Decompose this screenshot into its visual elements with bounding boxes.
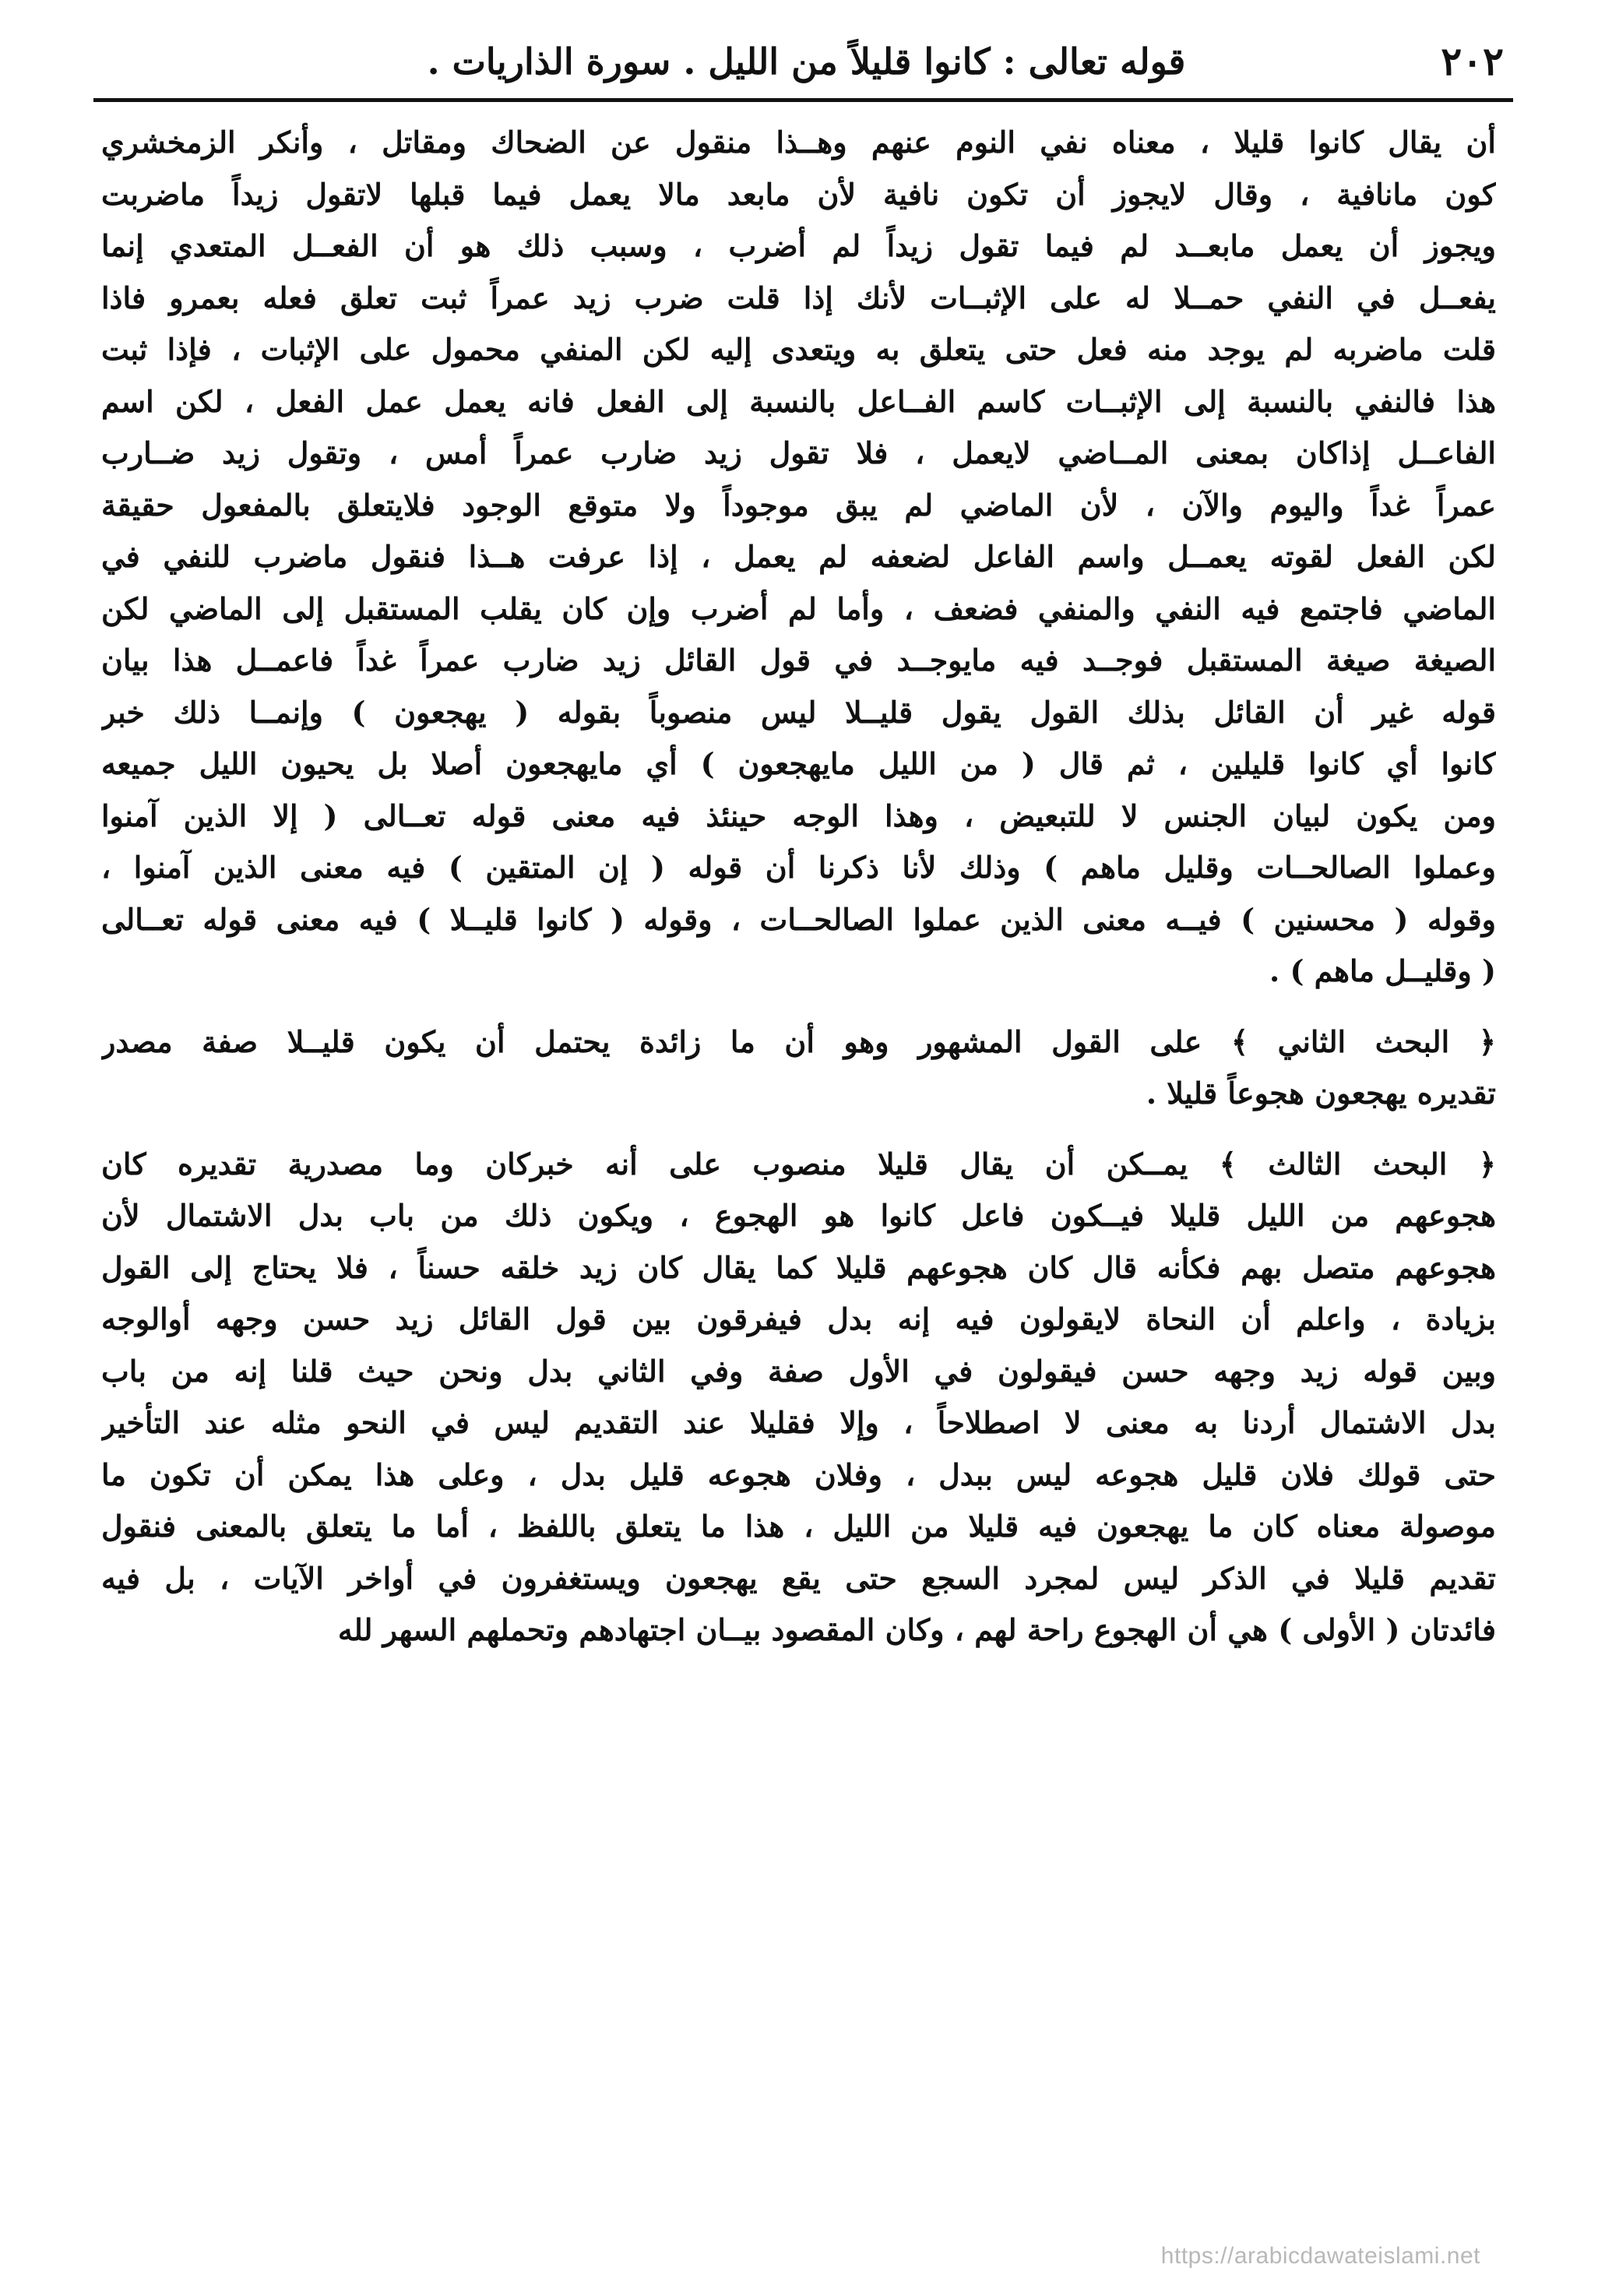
- page-number: ٢٠٢: [1441, 38, 1504, 84]
- text-line: كون مانافية ، وقال لايجوز أن تكون نافية لأن مابعد مالا يعمل فيما قبلها لاتقول زيداً ماضربت: [101, 176, 1496, 212]
- text-line: تقديم قليلا في الذكر ليس لمجرد السجع حتى يقع يهجعون ويستغفرون في أواخر الآيات ، بل فيه: [101, 1560, 1496, 1596]
- text-line: وقوله ( محسنين ) فيــه معنى الذين عملوا الصالحــات ، وقوله ( كانوا قليــلا ) فيه معنى قوله تعــالى: [101, 901, 1496, 937]
- running-title: قوله تعالى : كانوا قليلاً من الليل . سورة الذاريات .: [427, 40, 1186, 83]
- paragraph: [101, 1139, 1496, 1657]
- text-line: أن يقال كانوا قليلا ، معناه نفي النوم عنهم وهــذا منقول عن الضحاك ومقاتل ، وأنكر الزمخشري: [101, 125, 1496, 160]
- text-line: ومن يكون لبيان الجنس لا للتبعيض ، وهذا الوجه حينئذ فيه معنى قوله تعــالى ( إلا الذين آمنوا: [101, 798, 1496, 833]
- text-line: قوله غير أن القائل بذلك القول يقول قليــلا ليس منصوباً بقوله ( يهجعون ) وإنمــا ذلك خبر: [101, 694, 1496, 730]
- text-line: فائدتان ( الأولى ) هي أن الهجوع راحة لهم ، وكان المقصود بيــان اجتهادهم وتحملهم السهر لله: [337, 1612, 1496, 1647]
- text-line: بزيادة ، واعلم أن النحاة لايقولون فيه إنه بدل فيفرقون بين قول القائل زيد حسن وجهه أوالوجه: [101, 1301, 1496, 1336]
- text-line: تقديره يهجعون هجوعاً قليلا .: [1146, 1076, 1496, 1111]
- text-line: ويجوز أن يعمل مابعــد لم فيما تقول زيداً لم أضرب ، وسبب ذلك هو أن الفعــل المتعدي إنما: [101, 228, 1496, 263]
- source-watermark: https://arabicdawateislami.net: [1160, 2243, 1480, 2269]
- document-body: [101, 117, 1496, 1657]
- text-line: هجوعهم من الليل قليلا فيــكون فاعل كانوا هو الهجوع ، ويكون ذلك من باب بدل الاشتمال لأن: [101, 1198, 1496, 1233]
- paragraph-gap: [101, 998, 1496, 1016]
- text-line: لكن الفعل لقوته يعمــل واسم الفاعل لضعفه لم يعمل ، إذا عرفت هــذا فنقول ماضرب للنفي في: [101, 539, 1496, 574]
- paragraph: [101, 117, 1496, 998]
- text-line: الصيغة صيغة المستقبل فوجــد فيه مايوجــد في قول القائل زيد ضارب عمراً غداً فاعمــل هذا بيان: [101, 643, 1496, 678]
- text-line: عمراً غداً واليوم والآن ، لأن الماضي لم يبق موجوداً ولا متوقع الوجود فلايتعلق بالمفعول حقيقة: [101, 487, 1496, 523]
- text-line: هذا فالنفي بالنسبة إلى الإثبــات كاسم الفــاعل بالنسبة إلى الفعل فانه يعمل عمل الفعل ، لكن اسم: [101, 383, 1496, 419]
- text-line: وبين قوله زيد وجهه حسن فيقولون في الأول صفة وفي الثاني بدل ونحن حيث قلنا إنه من باب: [101, 1353, 1496, 1389]
- text-line: ﴿ البحث الثاني ﴾ على القول المشهور وهو أن ما زائدة يحتمل أن يكون قليــلا صفة مصدر: [101, 1023, 1496, 1059]
- text-line: موصولة معناه كان ما يهجعون فيه قليلا من الليل ، هذا ما يتعلق باللفظ ، أما ما يتعلق بالمعنى فنقول: [101, 1509, 1496, 1544]
- text-line: يفعــل في النفي حمــلا له على الإثبــات لأنك إذا قلت ضرب زيد عمراً ثبت تعلق فعله بعمرو فاذا: [101, 280, 1496, 315]
- header-rule: [93, 98, 1513, 102]
- text-line: ( وقليــل ماهم ) .: [1269, 953, 1496, 988]
- text-line: هجوعهم متصل بهم فكأنه قال كان هجوعهم قليلا كما يقال كان زيد خلقه حسناً ، فلا يحتاج إلى القول: [101, 1249, 1496, 1285]
- text-line: حتى قولك فلان قليل هجوعه ليس ببدل ، وفلان هجوعه قليل بدل ، وعلى هذا يمكن أن تكون ما: [101, 1456, 1496, 1492]
- text-line: ﴿ البحث الثالث ﴾ يمــكن أن يقال قليلا منصوب على أنه خبركان وما مصدرية تقديره كان: [101, 1146, 1496, 1181]
- text-line: الماضي فاجتمع فيه النفي والمنفي فضعف ، وأما لم أضرب وإن كان يقلب المستقبل إلى الماضي لكن: [101, 590, 1496, 626]
- text-line: وعملوا الصالحــات وقليل ماهم ) وذلك لأنا ذكرنا أن قوله ( إن المتقين ) فيه معنى الذين آمنوا ،: [101, 850, 1496, 885]
- text-line: قلت ماضربه لم يوجد منه فعل حتى يتعلق به ويتعدى إليه لكن المنفي محمول على الإثبات ، فإذا ثبت: [101, 332, 1496, 367]
- text-line: بدل الاشتمال أردنا به معنى لا اصطلاحاً ، وإلا فقليلا عند التقديم ليس في النحو مثله عند التأخير: [101, 1405, 1496, 1440]
- paragraph-gap: [101, 1120, 1496, 1139]
- text-line: كانوا أي كانوا قليلين ، ثم قال ( من الليل مايهجعون ) أي مايهجعون أصلا بل يحيون الليل جميعه: [101, 746, 1496, 781]
- text-line: الفاعــل إذاكان بمعنى المــاضي لايعمل ، فلا تقول زيد ضارب عمراً أمس ، وتقول زيد ضــارب: [101, 435, 1496, 470]
- paragraph: [101, 1016, 1496, 1120]
- page-header: [101, 30, 1512, 92]
